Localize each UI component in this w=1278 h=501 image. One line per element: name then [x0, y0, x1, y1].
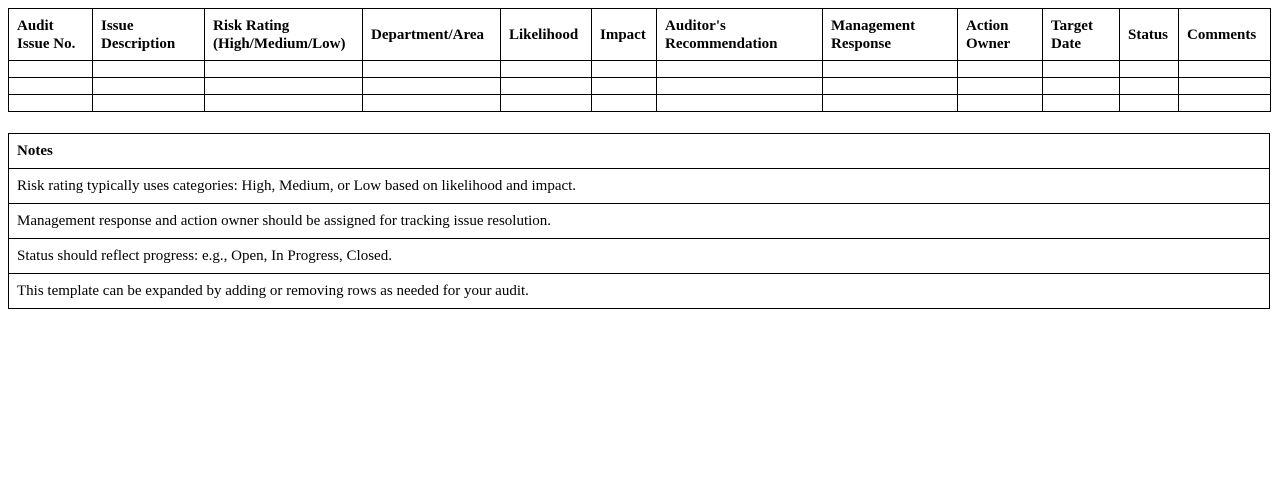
- table-cell[interactable]: [958, 95, 1043, 112]
- table-cell[interactable]: [1043, 78, 1120, 95]
- column-header-line: Issue: [101, 18, 134, 34]
- column-header-line: Management: [831, 18, 916, 34]
- table-cell[interactable]: [958, 78, 1043, 95]
- column-header-line: Likelihood: [509, 27, 579, 43]
- table-cell[interactable]: [657, 78, 823, 95]
- col-status: [1120, 9, 1179, 61]
- column-header-line: Audit: [17, 18, 54, 34]
- table-cell[interactable]: [657, 95, 823, 112]
- col-department-area: [363, 9, 501, 61]
- col-risk-rating: [205, 9, 363, 61]
- table-cell[interactable]: [1120, 78, 1179, 95]
- note-item: Management response and action owner should be assigned for tracking issue resolution.: [9, 204, 1270, 239]
- table-cell[interactable]: [592, 61, 657, 78]
- table-cell[interactable]: [363, 95, 501, 112]
- table-cell[interactable]: [823, 95, 958, 112]
- table-cell[interactable]: [205, 78, 363, 95]
- table-cell[interactable]: [1120, 95, 1179, 112]
- table-cell[interactable]: [9, 61, 93, 78]
- table-cell[interactable]: [1179, 78, 1271, 95]
- table-cell[interactable]: [205, 61, 363, 78]
- col-auditor-recommendation: [657, 9, 823, 61]
- column-header-line: Auditor's: [665, 18, 726, 34]
- table-cell[interactable]: [592, 95, 657, 112]
- note-item: Status should reflect progress: e.g., Open, In Progress, Closed.: [9, 239, 1270, 274]
- column-header-line: Description: [101, 36, 176, 52]
- audit-issues-table: [8, 8, 1271, 112]
- table-row: [9, 61, 1271, 78]
- column-header-line: Department/Area: [371, 27, 485, 43]
- column-header-line: Comments: [1187, 27, 1257, 43]
- note-item: This template can be expanded by adding or removing rows as needed for your audit.: [9, 274, 1270, 309]
- notes-row: [9, 274, 1270, 309]
- column-header-line: Target: [1051, 18, 1093, 34]
- column-header-line: Action: [966, 18, 1009, 34]
- table-cell[interactable]: [1043, 95, 1120, 112]
- table-cell[interactable]: [823, 78, 958, 95]
- column-header-line: Risk Rating: [213, 18, 290, 34]
- table-cell[interactable]: [93, 78, 205, 95]
- table-cell[interactable]: [363, 78, 501, 95]
- table-cell[interactable]: [657, 61, 823, 78]
- table-cell[interactable]: [363, 61, 501, 78]
- table-cell[interactable]: [9, 78, 93, 95]
- notes-row: [9, 204, 1270, 239]
- col-likelihood: [501, 9, 592, 61]
- table-cell[interactable]: [501, 78, 592, 95]
- table-cell[interactable]: [958, 61, 1043, 78]
- col-impact: [592, 9, 657, 61]
- notes-table: [8, 133, 1270, 309]
- table-cell[interactable]: [93, 95, 205, 112]
- table-cell[interactable]: [501, 61, 592, 78]
- table-cell[interactable]: [9, 95, 93, 112]
- table-cell[interactable]: [1179, 95, 1271, 112]
- column-header-line: Issue No.: [17, 36, 76, 52]
- col-issue-description: [93, 9, 205, 61]
- column-header-line: Recommendation: [665, 36, 778, 52]
- table-cell[interactable]: [592, 78, 657, 95]
- table-cell[interactable]: [1179, 61, 1271, 78]
- notes-heading: Notes: [9, 134, 1270, 169]
- column-header-line: Response: [831, 36, 892, 52]
- table-cell[interactable]: [823, 61, 958, 78]
- table-cell[interactable]: [205, 95, 363, 112]
- notes-header-row: [9, 134, 1270, 169]
- column-header-line: (High/Medium/Low): [213, 36, 346, 52]
- col-target-date: [1043, 9, 1120, 61]
- table-row: [9, 95, 1271, 112]
- table-cell[interactable]: [501, 95, 592, 112]
- note-item: Risk rating typically uses categories: High, Medium, or Low based on likelihood and impact.: [9, 169, 1270, 204]
- table-header-row: [9, 9, 1271, 61]
- column-header-line: Owner: [966, 36, 1011, 52]
- table-cell[interactable]: [1120, 61, 1179, 78]
- column-header-line: Date: [1051, 36, 1081, 52]
- col-action-owner: [958, 9, 1043, 61]
- table-cell[interactable]: [1043, 61, 1120, 78]
- notes-row: [9, 169, 1270, 204]
- column-header-line: Status: [1128, 27, 1169, 43]
- table-cell[interactable]: [93, 61, 205, 78]
- col-management-response: [823, 9, 958, 61]
- col-audit-issue-no: [9, 9, 93, 61]
- notes-row: [9, 239, 1270, 274]
- column-header-line: Impact: [600, 27, 646, 43]
- col-comments: [1179, 9, 1271, 61]
- table-row: [9, 78, 1271, 95]
